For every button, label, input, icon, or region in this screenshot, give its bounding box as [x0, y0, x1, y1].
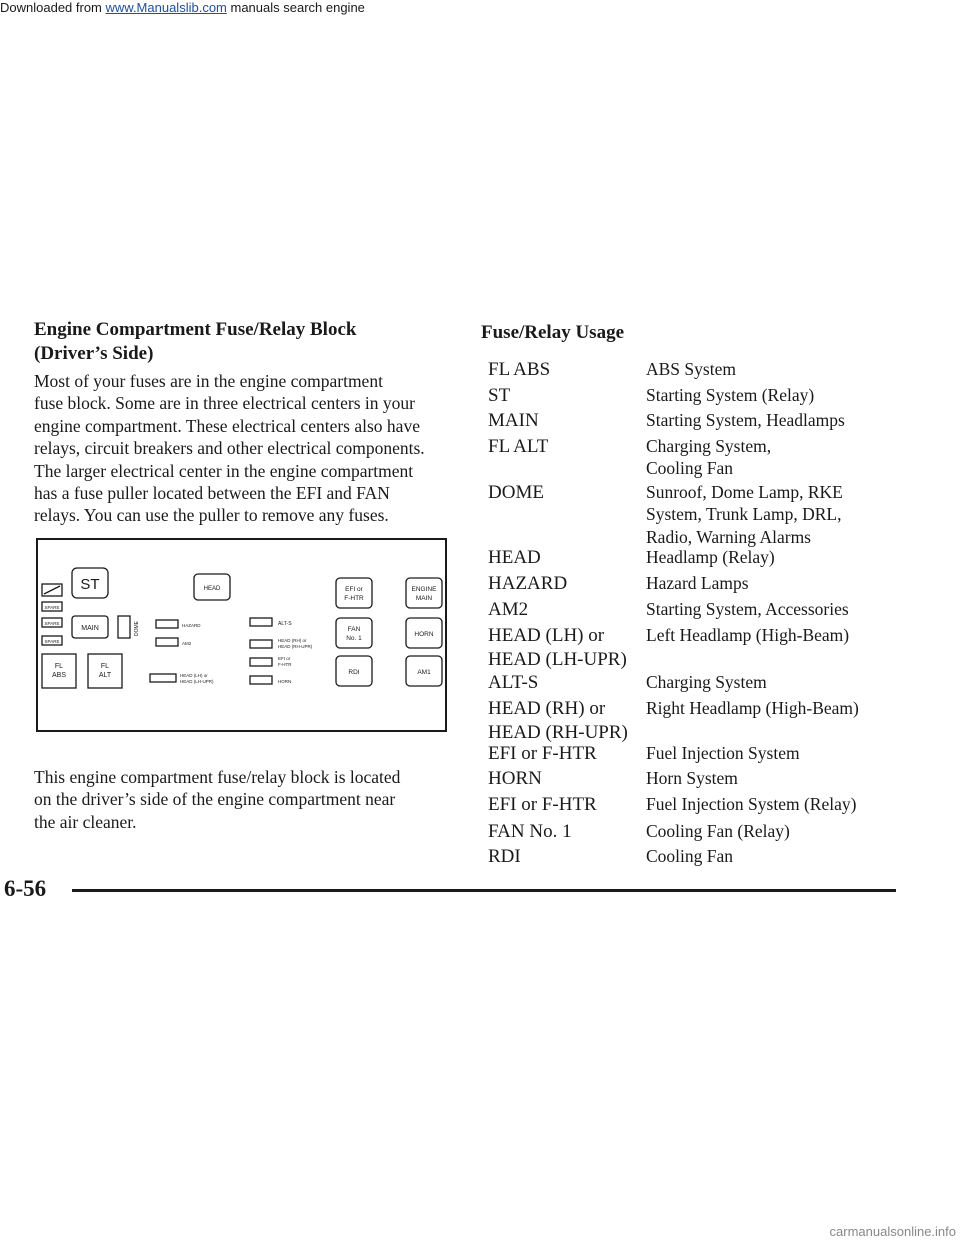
- horn-fuse: [250, 676, 272, 684]
- engine-main-relay: [406, 578, 442, 608]
- fl-abs-label: FL: [54, 663, 64, 670]
- main-label: MAIN: [81, 625, 99, 632]
- engine-label: ENGINE: [411, 586, 437, 593]
- usage-description: Fuel Injection System: [646, 743, 800, 763]
- usage-code: EFI or F-HTR: [488, 743, 597, 764]
- intro-line: Most of your fuses are in the engine compartment: [34, 371, 383, 391]
- usage-description: Starting System (Relay): [646, 385, 815, 405]
- usage-description: Charging System: [646, 672, 767, 692]
- fl-alt-fuse: [88, 654, 122, 688]
- usage-code: HEAD (RH) or HEAD (RH-UPR): [488, 698, 628, 743]
- usage-heading: Fuse/Relay Usage: [481, 322, 625, 343]
- alt-s-fuse: [250, 618, 272, 626]
- fl-abs-label: ABS: [51, 672, 67, 679]
- dome-fuse: [118, 616, 130, 638]
- banner-suffix: manuals search engine: [226, 0, 365, 15]
- efi-small-label: F-HTR: [278, 662, 292, 667]
- am2-fuse: [156, 638, 178, 646]
- intro-line: The larger electrical center in the engine compartment: [34, 460, 414, 481]
- usage-description: Cooling Fan: [646, 846, 734, 866]
- usage-code: ST: [488, 385, 511, 406]
- usage-description: Charging System, Cooling Fan: [646, 436, 772, 479]
- usage-description: Starting System, Headlamps: [646, 410, 845, 430]
- usage-code: ALT-S: [488, 672, 539, 693]
- hazard-label: HAZARD: [182, 623, 201, 628]
- caption-line: the air cleaner.: [34, 811, 137, 832]
- fan-label: No. 1: [346, 635, 362, 642]
- usage-code: RDI: [488, 846, 521, 867]
- fl-abs-fuse: [42, 654, 76, 688]
- usage-description: ABS System: [646, 359, 736, 379]
- head-rh-fuse: [250, 640, 272, 648]
- usage-code: HEAD (LH) or HEAD (LH-UPR): [488, 625, 627, 670]
- head-lh-label: HEAD (LH) or: [180, 673, 208, 678]
- footer-rule: [72, 889, 896, 892]
- am2-label: AM2: [182, 641, 192, 646]
- usage-code: MAIN: [488, 410, 539, 431]
- usage-description: Headlamp (Relay): [646, 547, 775, 567]
- horn-small-label: HORN: [278, 679, 292, 684]
- usage-description: Sunroof, Dome Lamp, RKE System, Trunk Lamp, DRL, Radio, Warning Alarms: [646, 482, 843, 547]
- head-rh-label: HEAD (RH) or: [278, 638, 307, 643]
- section-heading: [34, 318, 434, 366]
- engine-label: MAIN: [415, 595, 433, 602]
- section-heading-line1: Engine Compartment Fuse/Relay Block: [34, 319, 357, 340]
- usage-description: Cooling Fan (Relay): [646, 821, 790, 841]
- intro-line: relays. You can use the puller to remove any fuses.: [34, 505, 389, 526]
- head-lh-fuse: [150, 674, 176, 682]
- fuse-block-diagram: [36, 538, 447, 732]
- rdi-label: RDI: [348, 669, 360, 676]
- manualslib-link[interactable]: www.Manualslib.com: [105, 0, 227, 15]
- usage-description: Left Headlamp (High-Beam): [646, 625, 850, 645]
- st-label: ST: [80, 576, 100, 593]
- spare-label: SPARE: [44, 621, 60, 626]
- fan-label: FAN: [347, 626, 361, 633]
- usage-code: HORN: [488, 768, 542, 789]
- usage-code: FAN No. 1: [488, 821, 572, 842]
- fuse-block-svg: [38, 540, 445, 730]
- head-rh-label: HEAD (RH-UPR): [278, 644, 313, 649]
- usage-description: Horn System: [646, 768, 738, 788]
- section-heading-line2: (Driver’s Side): [34, 343, 154, 364]
- hazard-fuse: [156, 620, 178, 628]
- intro-line: relays, circuit breakers and other electrical components.: [34, 438, 425, 459]
- dome-label: DOME: [134, 621, 140, 636]
- usage-code: EFI or F-HTR: [488, 794, 597, 815]
- fl-alt-label: FL: [100, 663, 110, 670]
- usage-description: Starting System, Accessories: [646, 599, 849, 619]
- spare-label: SPARE: [44, 605, 60, 610]
- efi-label: F-HTR: [344, 595, 364, 602]
- fan-relay: [336, 618, 372, 648]
- diagram-caption: [34, 766, 454, 833]
- head-label: HEAD: [203, 586, 221, 592]
- alt-s-label: ALT-S: [278, 621, 292, 627]
- intro-line: fuse block. Some are in three electrical centers in your: [34, 393, 415, 414]
- usage-description: Fuel Injection System (Relay): [646, 794, 857, 814]
- efi-fuse: [250, 658, 272, 666]
- usage-code: DOME: [488, 482, 544, 503]
- usage-code: FL ABS: [488, 359, 551, 380]
- page-number: 6-56: [4, 876, 47, 901]
- download-banner: [0, 0, 960, 20]
- caption-line: on the driver’s side of the engine compartment near: [34, 789, 396, 810]
- efi-relay: [336, 578, 372, 608]
- watermark: carmanualsonline.info: [829, 1224, 956, 1239]
- intro-paragraph: [34, 370, 454, 527]
- fl-alt-label: ALT: [98, 672, 112, 679]
- usage-code: FL ALT: [488, 436, 549, 457]
- horn-label: HORN: [414, 631, 434, 638]
- efi-small-label: EFI or: [278, 656, 291, 661]
- usage-code: HAZARD: [488, 573, 568, 594]
- banner-prefix: Downloaded from: [0, 0, 106, 15]
- usage-code: AM2: [488, 599, 529, 620]
- spare-label: SPARE: [44, 639, 60, 644]
- usage-code: HEAD: [488, 547, 541, 568]
- efi-label: EFI or: [345, 586, 363, 593]
- intro-line: engine compartment. These electrical centers also have: [34, 415, 420, 436]
- head-lh-label: HEAD (LH-UPR): [180, 679, 214, 684]
- intro-line: has a fuse puller located between the EFI and FAN: [34, 483, 390, 504]
- usage-description: Right Headlamp (High-Beam): [646, 698, 859, 718]
- am1-label: AM1: [417, 669, 431, 676]
- usage-description: Hazard Lamps: [646, 573, 749, 593]
- caption-line: This engine compartment fuse/relay block is located: [34, 767, 401, 787]
